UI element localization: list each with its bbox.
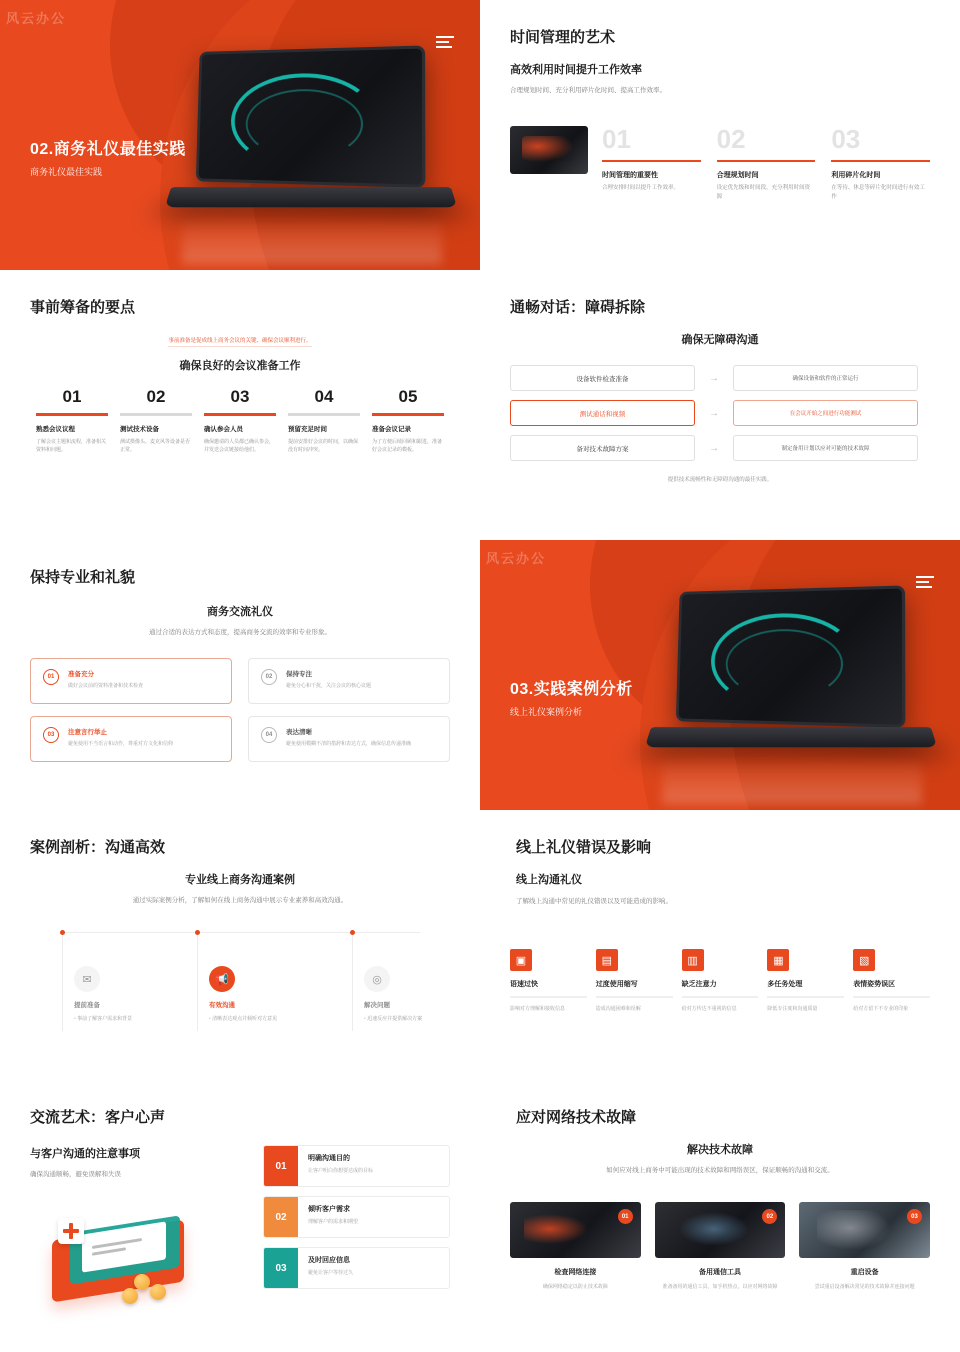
slide-tech-failure	[480, 1080, 960, 1352]
watermark: 风云办公	[486, 551, 547, 566]
tech-failure-cards	[510, 1202, 930, 1291]
list-item	[263, 1247, 450, 1289]
item-number: 01	[62, 387, 82, 406]
timeline-connector	[197, 935, 198, 1031]
item-desc: 降低专注度和沟通质量	[767, 1006, 818, 1013]
time-management-content	[510, 126, 930, 202]
item-desc: 做好会议前的资料准备和技术检查	[68, 683, 144, 690]
page-subtitle: 线上沟通礼仪	[516, 874, 582, 886]
item-title: 保持专注	[286, 671, 312, 679]
list-item	[655, 1202, 786, 1291]
flow-result: 制定备用计划以应对可能的技术故障	[733, 435, 918, 461]
item-desc: • 事前了解客户需求和背景	[74, 1015, 210, 1023]
mistake-cards	[510, 949, 930, 1013]
page-subtitle: 商务交流礼仪	[207, 606, 273, 618]
item-number: 04	[314, 387, 334, 406]
megaphone-icon: 📢	[209, 966, 235, 992]
page-subtitle: 确保良好的会议准备工作	[179, 360, 301, 372]
page-subtitle: 与客户沟通的注意事项	[30, 1148, 140, 1160]
divider	[372, 413, 444, 416]
slide-smooth-dialog	[480, 270, 960, 540]
page-title: 案例剖析：沟通高效	[30, 839, 166, 856]
page-title: 时间管理的艺术	[510, 29, 616, 46]
item-title: 准备充分	[68, 671, 94, 679]
page-description: 确保沟通顺畅，避免误解和失误	[30, 1171, 121, 1178]
flow-step: 设备软件检查准备	[510, 365, 695, 391]
item-desc: 给对方留下不专业的印象	[853, 1006, 909, 1013]
divider	[596, 996, 673, 998]
page-subtitle: 专业线上商务沟通案例	[185, 874, 295, 886]
attention-icon: ▥	[682, 949, 704, 971]
menu-icon[interactable]	[916, 576, 934, 591]
posture-icon: ▧	[853, 949, 875, 971]
list-item	[510, 949, 587, 1013]
item-title: 表达清晰	[286, 729, 312, 737]
item-title: 解决问题	[364, 1002, 390, 1010]
list-item	[248, 658, 450, 704]
timeline-connector	[352, 935, 353, 1031]
divider	[682, 996, 759, 998]
page-title: 应对网络技术故障	[516, 1109, 637, 1126]
slide-preparation	[0, 270, 480, 540]
medical-cross-icon	[58, 1218, 84, 1244]
slide-time-management	[480, 0, 960, 270]
speaker-icon: ▣	[510, 949, 532, 971]
arrow-right-icon: →	[709, 442, 719, 454]
laptop-reflection	[182, 218, 442, 264]
multitask-icon: ▦	[767, 949, 789, 971]
item-title: 语速过快	[510, 981, 538, 989]
item-title: 缺乏注意力	[681, 981, 717, 989]
item-title: 有效沟通	[209, 1002, 235, 1010]
item-number: 01	[264, 1146, 298, 1186]
page-title: 事前筹备的要点	[30, 299, 136, 316]
page-title: 线上礼仪错误及影响	[516, 839, 652, 856]
list-item	[596, 949, 673, 1013]
etiquette-cards	[30, 658, 450, 762]
item-desc: 避免分心和干扰，关注会议的核心议题	[286, 683, 372, 690]
item-number: 02	[261, 669, 277, 685]
item-desc: 在等待、休息等碎片化时间进行有效工作	[831, 185, 925, 200]
item-title: 注意言行举止	[68, 729, 107, 737]
target-icon: ◎	[364, 966, 390, 992]
item-desc: 合理安排时间以提升工作效率。	[602, 185, 680, 192]
page-subtitle: 确保无障碍沟通	[681, 334, 759, 346]
flow-diagram	[510, 365, 930, 461]
page-description: 合理规划时间、充分利用碎片化时间、提高工作效率。	[510, 87, 666, 94]
item-title: 利用碎片化时间	[831, 172, 881, 180]
item-desc: 测试摄像头、麦克风等设备是否正常。	[120, 439, 191, 453]
page-subtitle: 高效利用时间提升工作效率	[510, 64, 642, 76]
photo-thumbnail	[799, 1202, 930, 1258]
emoji-icon: ▤	[596, 949, 618, 971]
list-item	[366, 387, 450, 454]
item-title: 提前准备	[74, 1002, 100, 1010]
item-number: 03	[264, 1248, 298, 1288]
divider	[204, 413, 276, 416]
slide-case-study	[0, 810, 480, 1080]
laptop-base	[165, 187, 458, 207]
item-desc: 造成沟通困难和误解	[595, 1006, 641, 1013]
page-title: 通畅对话：障碍拆除	[510, 299, 646, 316]
list-item	[195, 932, 345, 1023]
cover-title-block	[30, 136, 186, 178]
item-desc: 理解客户的需求和期望	[308, 1219, 359, 1225]
list-item	[767, 949, 844, 1013]
item-number: 04	[261, 727, 277, 743]
list-item	[198, 387, 282, 454]
page-description: 了解线上沟通中常见的礼仪错误以及可能造成的影响。	[516, 898, 672, 905]
item-title: 倾听客户需求	[308, 1206, 350, 1213]
slide-online-etiquette-mistakes	[480, 810, 960, 1080]
item-title: 备用通信工具	[698, 1269, 741, 1277]
list-item	[682, 949, 759, 1013]
list-item	[602, 126, 701, 202]
cover-title: 03.实践案例分析	[510, 681, 633, 698]
desk-photo	[510, 126, 588, 174]
list-item	[30, 387, 114, 454]
flow-result: 确保设备和软件的正常运行	[733, 365, 918, 391]
page-title: 交流艺术：客户心声	[30, 1109, 166, 1126]
flow-result: 在会议开始之间进行功能测试	[733, 400, 918, 426]
laptop-screen-icon	[676, 585, 906, 728]
watermark: 风云办公	[6, 11, 67, 26]
list-item	[799, 1202, 930, 1291]
flow-row	[510, 400, 930, 426]
divider	[853, 996, 930, 998]
list-item	[717, 126, 816, 202]
warning-note: 事前准备是促成线上商务会议的关键、确保会议顺利进行。	[168, 336, 311, 347]
item-desc: • 清晰表达观点并倾听对方意见	[209, 1015, 345, 1023]
photo-thumbnail	[510, 1202, 641, 1258]
arrow-right-icon: →	[709, 372, 719, 384]
page-subtitle: 解决技术故障	[687, 1144, 753, 1156]
photo-thumbnail	[655, 1202, 786, 1258]
item-number: 05	[398, 387, 418, 406]
flow-step: 备对技术故障方案	[510, 435, 695, 461]
item-title: 测试技术设备	[120, 426, 159, 433]
slide-cover-business-etiquette	[0, 0, 480, 270]
arrow-right-icon: →	[709, 407, 719, 419]
coin-icon	[122, 1288, 138, 1304]
coin-icon	[134, 1274, 150, 1290]
item-number: 02	[146, 387, 166, 406]
right-column	[263, 1145, 450, 1306]
list-item	[248, 716, 450, 762]
item-number: 02	[264, 1197, 298, 1237]
list-item	[282, 387, 366, 454]
flow-step: 测试通话和视频	[510, 400, 695, 426]
divider	[288, 413, 360, 416]
list-item	[60, 932, 210, 1023]
divider	[717, 160, 816, 162]
item-title: 确认参会人员	[204, 426, 243, 433]
coin-icon	[150, 1284, 166, 1300]
item-title: 及时回应信息	[308, 1257, 350, 1264]
item-desc: 设定优先级和时间段，充分利用时间资源	[716, 185, 811, 200]
slide-customer-voice	[0, 1080, 480, 1352]
item-desc: 确保邀请的人员都已确认参会，并发送会议链接给他们。	[204, 439, 275, 453]
item-title: 熟悉会议议程	[36, 426, 75, 433]
item-desc: 让客户明白你想要达成的目标	[308, 1168, 374, 1174]
divider	[831, 160, 930, 162]
laptop-illustration	[162, 42, 462, 242]
item-title: 重启设备	[850, 1269, 879, 1277]
cover-subtitle: 商务礼仪最佳实践	[30, 167, 103, 177]
item-desc: 给对方传达不重视的信息	[681, 1006, 737, 1013]
item-title: 明确沟通目的	[308, 1155, 350, 1162]
menu-icon[interactable]	[436, 36, 454, 51]
page-description: 通过合适的表达方式和态度，提高商务交流的效率和专业形象。	[149, 629, 331, 636]
item-desc: 避免使用不当语言和动作，尊重对方文化和信仰	[68, 741, 174, 748]
customer-voice-body	[30, 1145, 450, 1306]
list-item	[510, 1202, 641, 1291]
chat-icon: ✉	[74, 966, 100, 992]
laptop-screen-icon	[196, 45, 426, 188]
case-timeline	[30, 932, 450, 1042]
item-title: 预留充足时间	[288, 426, 327, 433]
item-desc: 提前安排好会议的时间，以确保没有时间冲突。	[288, 439, 359, 453]
item-desc: 影响对方理解和接收信息	[510, 1006, 566, 1013]
list-item	[350, 932, 480, 1023]
divider	[767, 996, 844, 998]
list-item	[831, 126, 930, 202]
timeline-connector	[62, 935, 63, 1031]
item-title: 时间管理的重要性	[602, 172, 658, 180]
flow-row	[510, 435, 930, 461]
item-number: 03	[43, 727, 59, 743]
divider	[602, 160, 701, 162]
page-description: 通过实际案例分析，了解如何在线上商务沟通中展示专业素养和高效沟通。	[132, 897, 348, 904]
laptop-reflection	[662, 758, 922, 804]
laptop-illustration	[642, 582, 942, 782]
status-badge: 03	[907, 1209, 922, 1224]
item-title: 检查网络连接	[554, 1269, 597, 1277]
item-number: 03	[831, 124, 861, 155]
slide-cover-case-analysis	[480, 540, 960, 810]
item-desc: • 迅速反应并提供解决方案	[364, 1015, 480, 1023]
item-desc: 避免使用模糊不清的措辞和表达方式，确保信息传递准确	[286, 741, 412, 748]
wallet-illustration	[30, 1196, 210, 1306]
item-desc: 尝试重启设备解决常见的技术故障并连接问题	[814, 1284, 915, 1291]
list-item	[30, 716, 232, 762]
flow-row	[510, 365, 930, 391]
item-title: 准备会议记录	[372, 426, 411, 433]
divider	[120, 413, 192, 416]
list-item	[263, 1196, 450, 1238]
laptop-base	[645, 727, 938, 747]
cover-title-block	[510, 676, 633, 718]
item-desc: 确保网络稳定以防止技术故障	[542, 1284, 608, 1291]
item-title: 过度使用缩写	[595, 981, 638, 989]
status-badge: 01	[618, 1209, 633, 1224]
item-desc: 准备备用的通信工具，如手机热点，以应对网络故障	[662, 1284, 778, 1291]
flow-footer: 提供技术流畅性和无障碍沟通的最佳实践。	[667, 477, 773, 483]
preparation-steps	[30, 387, 450, 454]
item-desc: 为了方便后续回顾和跟进，准备好会议记录的模板。	[372, 439, 443, 453]
list-item	[114, 387, 198, 454]
item-title: 表情姿势误区	[853, 981, 896, 989]
item-number: 03	[230, 387, 250, 406]
time-management-columns	[602, 126, 930, 202]
item-number: 01	[602, 124, 631, 155]
item-desc: 避免让客户等待过久	[308, 1270, 354, 1276]
item-number: 02	[716, 124, 746, 155]
item-number: 01	[43, 669, 59, 685]
cover-subtitle: 线上礼仪案例分析	[510, 707, 583, 717]
item-title: 合理规划时间	[716, 172, 759, 180]
divider	[36, 413, 108, 416]
item-title: 多任务处理	[767, 981, 803, 989]
page-description: 如何应对线上商务中可能出现的技术故障和网络误区，保证顺畅的沟通和交流。	[606, 1167, 834, 1174]
page-title: 保持专业和礼貌	[30, 569, 136, 586]
item-desc: 了解会议主题和流程，准备相关资料和问题。	[36, 439, 107, 453]
list-item	[263, 1145, 450, 1187]
divider	[510, 996, 587, 998]
list-item	[30, 658, 232, 704]
cover-title: 02.商务礼仪最佳实践	[30, 141, 186, 158]
left-column	[30, 1145, 245, 1306]
list-item	[853, 949, 930, 1013]
status-badge: 02	[762, 1209, 777, 1224]
slide-professional-polite	[0, 540, 480, 810]
